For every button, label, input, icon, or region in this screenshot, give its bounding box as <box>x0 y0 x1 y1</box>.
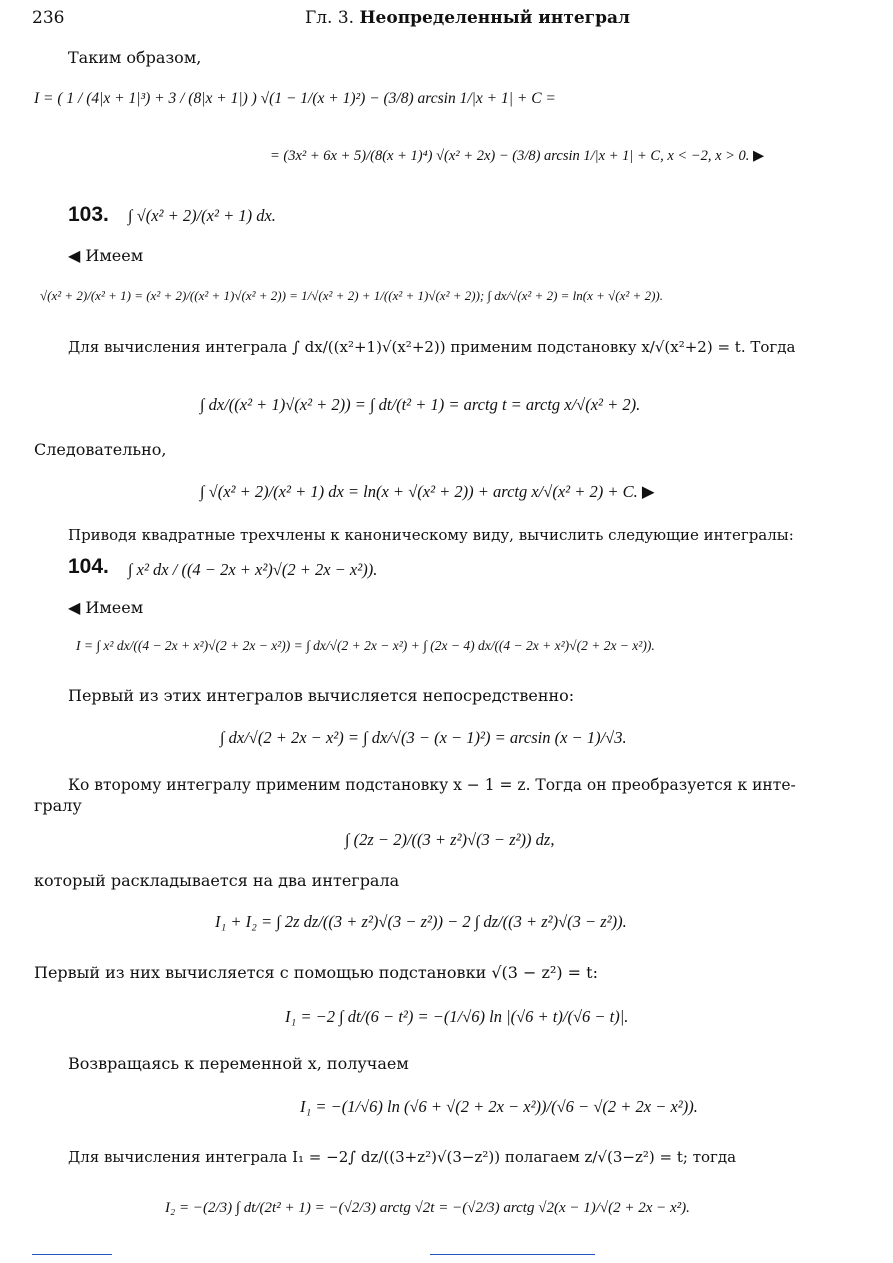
link-underline[interactable] <box>430 1254 595 1255</box>
formula: I₂ = −(2/3) ∫ dt/(2t² + 1) = −(√2/3) arctg √2t = −(√2/3) arctg √2(x − 1)/√(2 + 2x − x²). <box>165 1200 690 1216</box>
text-line: Ко второму интегралу применим подстановку x − 1 = z. Тогда он преобразуется к инте- <box>68 776 796 794</box>
formula: I₁ = −2 ∫ dt/(6 − t²) = −(1/√6) ln |(√6 + t)/(√6 − t)|. <box>285 1007 629 1026</box>
running-header <box>305 8 630 28</box>
text-line: ◀ Имеем <box>68 598 144 617</box>
text-line: Для вычисления интеграла ∫ dx/((x²+1)√(x²+2)) применим подстановку x/√(x²+2) = t. Тогда <box>68 338 796 356</box>
text-line: Возвращаясь к переменной x, получаем <box>68 1054 409 1073</box>
problem-expression: ∫ x² dx / ((4 − 2x + x²)√(2 + 2x − x²)). <box>128 560 378 579</box>
text-line: Первый из этих интегралов вычисляется непосредственно: <box>68 686 575 705</box>
formula: √(x² + 2)/(x² + 1) = (x² + 2)/((x² + 1)√(x² + 2)) = 1/√(x² + 2) + 1/((x² + 1)√(x² + 2)); ∫ dx/√(x² + 2) = ln(x + √(x² + 2)). <box>40 288 663 303</box>
page-number: 236 <box>32 8 65 28</box>
text-line: Для вычисления интеграла I₁ = −2∫ dz/((3+z²)√(3−z²)) полагаем z/√(3−z²) = t; тогда <box>68 1148 737 1166</box>
formula: ∫ dx/√(2 + 2x − x²) = ∫ dx/√(3 − (x − 1)²) = arcsin (x − 1)/√3. <box>220 728 627 747</box>
problem-expression: ∫ √(x² + 2)/(x² + 1) dx. <box>128 206 276 225</box>
formula: ∫ dx/((x² + 1)√(x² + 2)) = ∫ dt/(t² + 1) = arctg t = arctg x/√(x² + 2). <box>200 395 641 414</box>
problem-number: 103. <box>68 203 109 226</box>
link-underline[interactable] <box>32 1254 112 1255</box>
formula: I₁ = −(1/√6) ln (√6 + √(2 + 2x − x²))/(√6 − √(2 + 2x − x²)). <box>300 1097 698 1116</box>
text-line: гралу <box>34 796 82 815</box>
formula: = (3x² + 6x + 5)/(8(x + 1)⁴) √(x² + 2x) − (3/8) arcsin 1/|x + 1| + C, x < −2, x > 0. ▶ <box>270 148 765 164</box>
text-line: Следовательно, <box>34 440 167 459</box>
problem-number: 104. <box>68 555 109 578</box>
text-line: Таким образом, <box>68 48 202 67</box>
chapter-prefix: Гл. 3. <box>305 8 355 28</box>
text-line: Первый из них вычисляется с помощью подстановки √(3 − z²) = t: <box>34 963 598 982</box>
text-line: который раскладывается на два интеграла <box>34 871 400 890</box>
formula: ∫ √(x² + 2)/(x² + 1) dx = ln(x + √(x² + 2)) + arctg x/√(x² + 2) + C. ▶ <box>200 482 655 501</box>
formula: I = ∫ x² dx/((4 − 2x + x²)√(2 + 2x − x²)) = ∫ dx/√(2 + 2x − x²) + ∫ (2x − 4) dx/((4 − 2x + x²)√(2 + 2x − x²)). <box>76 638 655 653</box>
chapter-title: Неопределенный интеграл <box>359 8 630 28</box>
formula: I₁ + I₂ = ∫ 2z dz/((3 + z²)√(3 − z²)) − 2 ∫ dz/((3 + z²)√(3 − z²)). <box>215 912 627 931</box>
text-line: ◀ Имеем <box>68 246 144 265</box>
text-line: Приводя квадратные трехчлены к каноническому виду, вычислить следующие интегралы: <box>68 526 794 544</box>
formula: I = ( 1 / (4|x + 1|³) + 3 / (8|x + 1|) ) √(1 − 1/(x + 1)²) − (3/8) arcsin 1/|x + 1| + C = <box>34 90 556 107</box>
formula: ∫ (2z − 2)/((3 + z²)√(3 − z²)) dz, <box>345 830 555 849</box>
